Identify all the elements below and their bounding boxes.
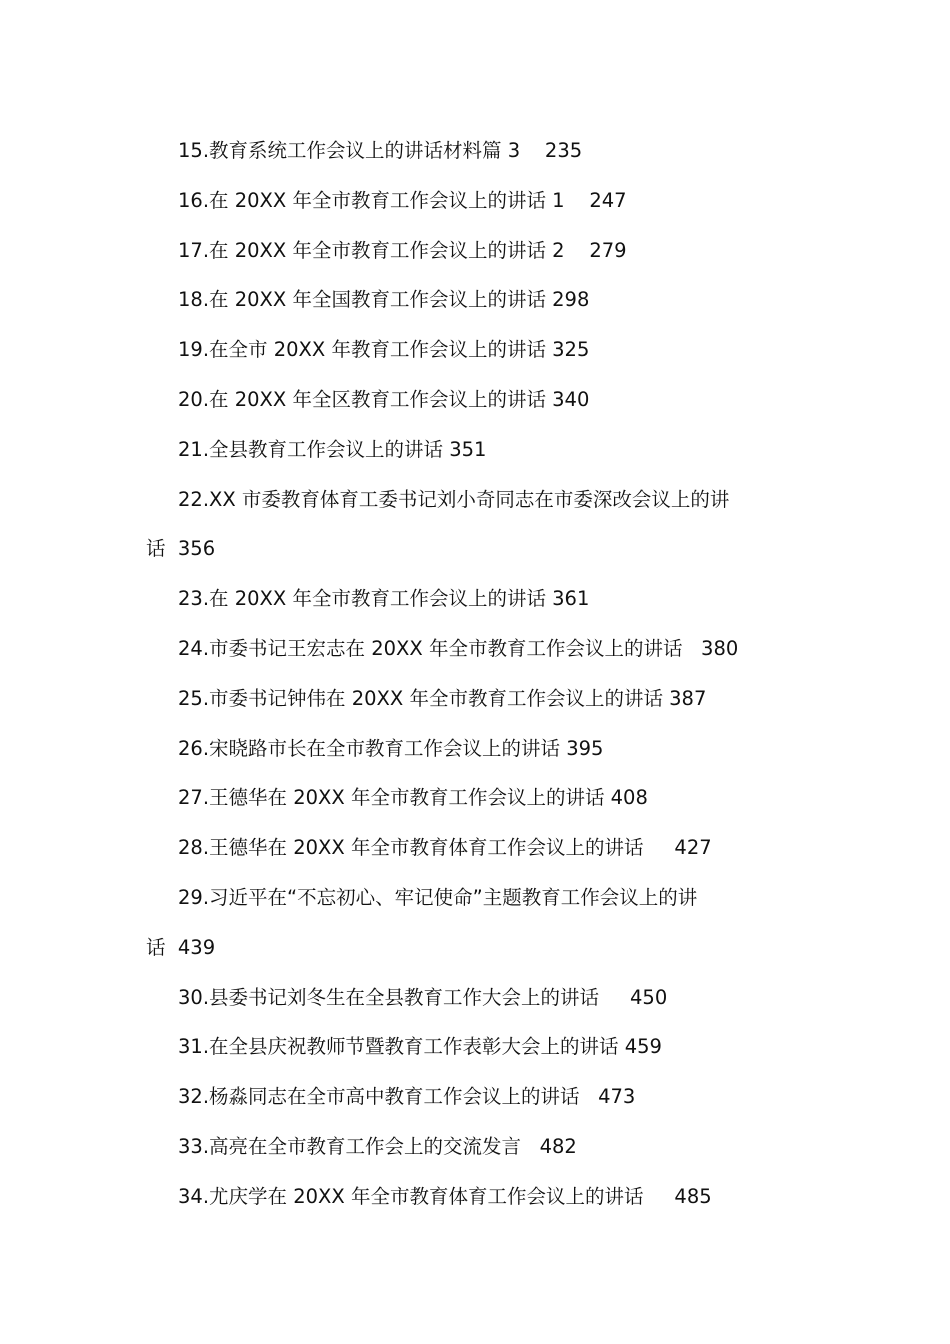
- toc-entry-23: 23.在 20XX 年全市教育工作会议上的讲话 361: [178, 587, 590, 611]
- toc-entry-16: 16.在 20XX 年全市教育工作会议上的讲话 1 247: [178, 188, 627, 212]
- toc-entry-24: 24.市委书记王宏志在 20XX 年全市教育工作会议上的讲话 380: [178, 636, 739, 660]
- toc-entry-18: 18.在 20XX 年全国教育工作会议上的讲话 298: [178, 288, 590, 312]
- toc-entry-26: 26.宋晓路市长在全市教育工作会议上的讲话 395: [178, 736, 604, 760]
- toc-entry-22-continuation: 话 356: [146, 537, 216, 561]
- toc-entry-25: 25.市委书记钟伟在 20XX 年全市教育工作会议上的讲话 387: [178, 686, 707, 710]
- toc-entry-20: 20.在 20XX 年全区教育工作会议上的讲话 340: [178, 387, 590, 411]
- toc-entry-21: 21.全县教育工作会议上的讲话 351: [178, 437, 487, 461]
- toc-entry-28: 28.王德华在 20XX 年全市教育体育工作会议上的讲话 427: [178, 836, 712, 860]
- toc-entry-29: 29.习近平在“不忘初心、牢记使命”主题教育工作会议上的讲: [178, 885, 698, 909]
- toc-entry-31: 31.在全县庆祝教师节暨教育工作表彰大会上的讲话 459: [178, 1035, 662, 1059]
- toc-entry-22: 22.XX 市委教育体育工委书记刘小奇同志在市委深改会议上的讲: [178, 487, 730, 511]
- toc-entry-27: 27.王德华在 20XX 年全市教育工作会议上的讲话 408: [178, 786, 648, 810]
- toc-entry-32: 32.杨淼同志在全市高中教育工作会议上的讲话 473: [178, 1085, 636, 1109]
- toc-entry-30: 30.县委书记刘冬生在全县教育工作大会上的讲话 450: [178, 985, 668, 1009]
- toc-entry-19: 19.在全市 20XX 年教育工作会议上的讲话 325: [178, 338, 590, 362]
- table-of-contents: [146, 126, 816, 1222]
- toc-entry-33: 33.高亮在全市教育工作会上的交流发言 482: [178, 1134, 577, 1158]
- toc-entry-29-continuation: 话 439: [146, 935, 216, 959]
- toc-entry-15: 15.教育系统工作会议上的讲话材料篇 3 235: [178, 139, 583, 162]
- toc-entry-17: 17.在 20XX 年全市教育工作会议上的讲话 2 279: [178, 238, 627, 262]
- toc-entry-34: 34.尤庆学在 20XX 年全市教育体育工作会议上的讲话 485: [178, 1184, 712, 1208]
